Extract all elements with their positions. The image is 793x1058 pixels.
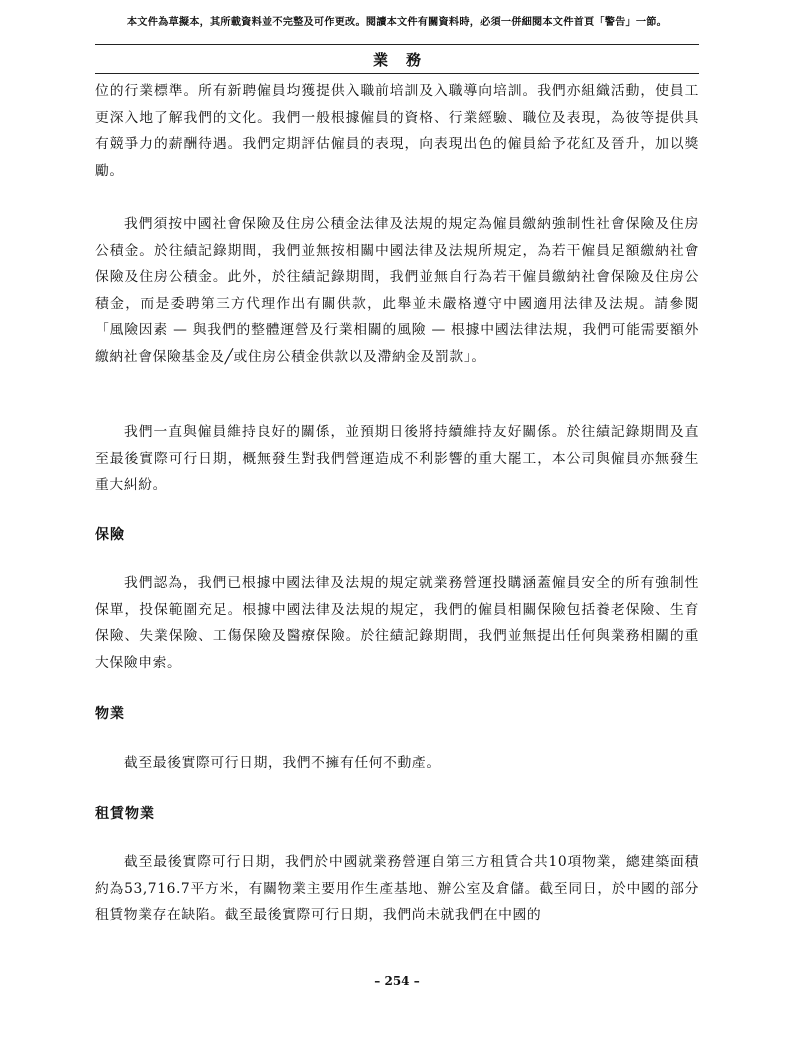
heading-leased-property: 租賃物業 (95, 806, 155, 822)
header-bottom-rule (95, 73, 699, 74)
heading-property: 物業 (95, 706, 125, 722)
section-title: 業務 (372, 51, 439, 69)
paragraph-leased-property: 截至最後實際可行日期，我們於中國就業務營運自第三方租賃合共10項物業，總建築面積約為53,716.7平方米，有關物業主要用作生產基地、辦公室及倉儲。截至同日，於中國的部分租賃物業存在缺陷。截至最後實際可行日期，我們尚未就我們在中國的 (95, 854, 699, 923)
page-number: – 254 – (374, 974, 420, 988)
paragraph-social-insurance: 我們須按中國社會保險及住房公積金法律及法規的規定為僱員繳納強制性社會保險及住房公積金。於往績記錄期間，我們並無按相關中國法律及法規所規定，為若干僱員足額繳納社會保險及住房公積金。此外，於往績記錄期間，我們並無自行為若干僱員繳納社會保險及住房公積金，而是委聘第三方代理作出有關供款，此舉並未嚴格遵守中國適用法律及法規。請參閱「風險因素 — 與我們的整體運營及行業相關的風險 — 根據中國法律法規，我們可能需要額外繳納社會保險基金及╱或住房公積金供款以及滯納金及罰款」。 (95, 216, 699, 365)
paragraph-employee-relations: 我們一直與僱員維持良好的關係，並預期日後將持續維持友好關係。於往績記錄期間及直至最後實際可行日期，概無發生對我們營運造成不利影響的重大罷工，本公司與僱員亦無發生重大糾紛。 (95, 424, 699, 493)
paragraph-property: 截至最後實際可行日期，我們不擁有任何不動產。 (124, 755, 441, 771)
draft-warning-banner: 本文件為草擬本，其所載資料並不完整及可作更改。閱讀本文件有關資料時，必須一併細閱本文件首頁「警告」一節。 (126, 16, 668, 28)
paragraph-employee-training: 位的行業標準。所有新聘僱員均獲提供入職前培訓及入職導向培訓。我們亦組織活動，使員工更深入地了解我們的文化。我們一般根據僱員的資格、行業經驗、職位及表現，為彼等提供具有競爭力的薪酬待遇。我們定期評估僱員的表現，向表現出色的僱員給予花紅及晉升，加以獎勵。 (95, 83, 699, 179)
header-top-rule (95, 44, 699, 45)
heading-insurance: 保險 (95, 527, 125, 543)
paragraph-insurance: 我們認為，我們已根據中國法律及法規的規定就業務營運投購涵蓋僱員安全的所有強制性保單，投保範圍充足。根據中國法律及法規的規定，我們的僱員相關保險包括養老保險、生育保險、失業保險、工傷保險及醫療保險。於往績記錄期間，我們並無提出任何與業務相關的重大保險申索。 (95, 575, 699, 671)
